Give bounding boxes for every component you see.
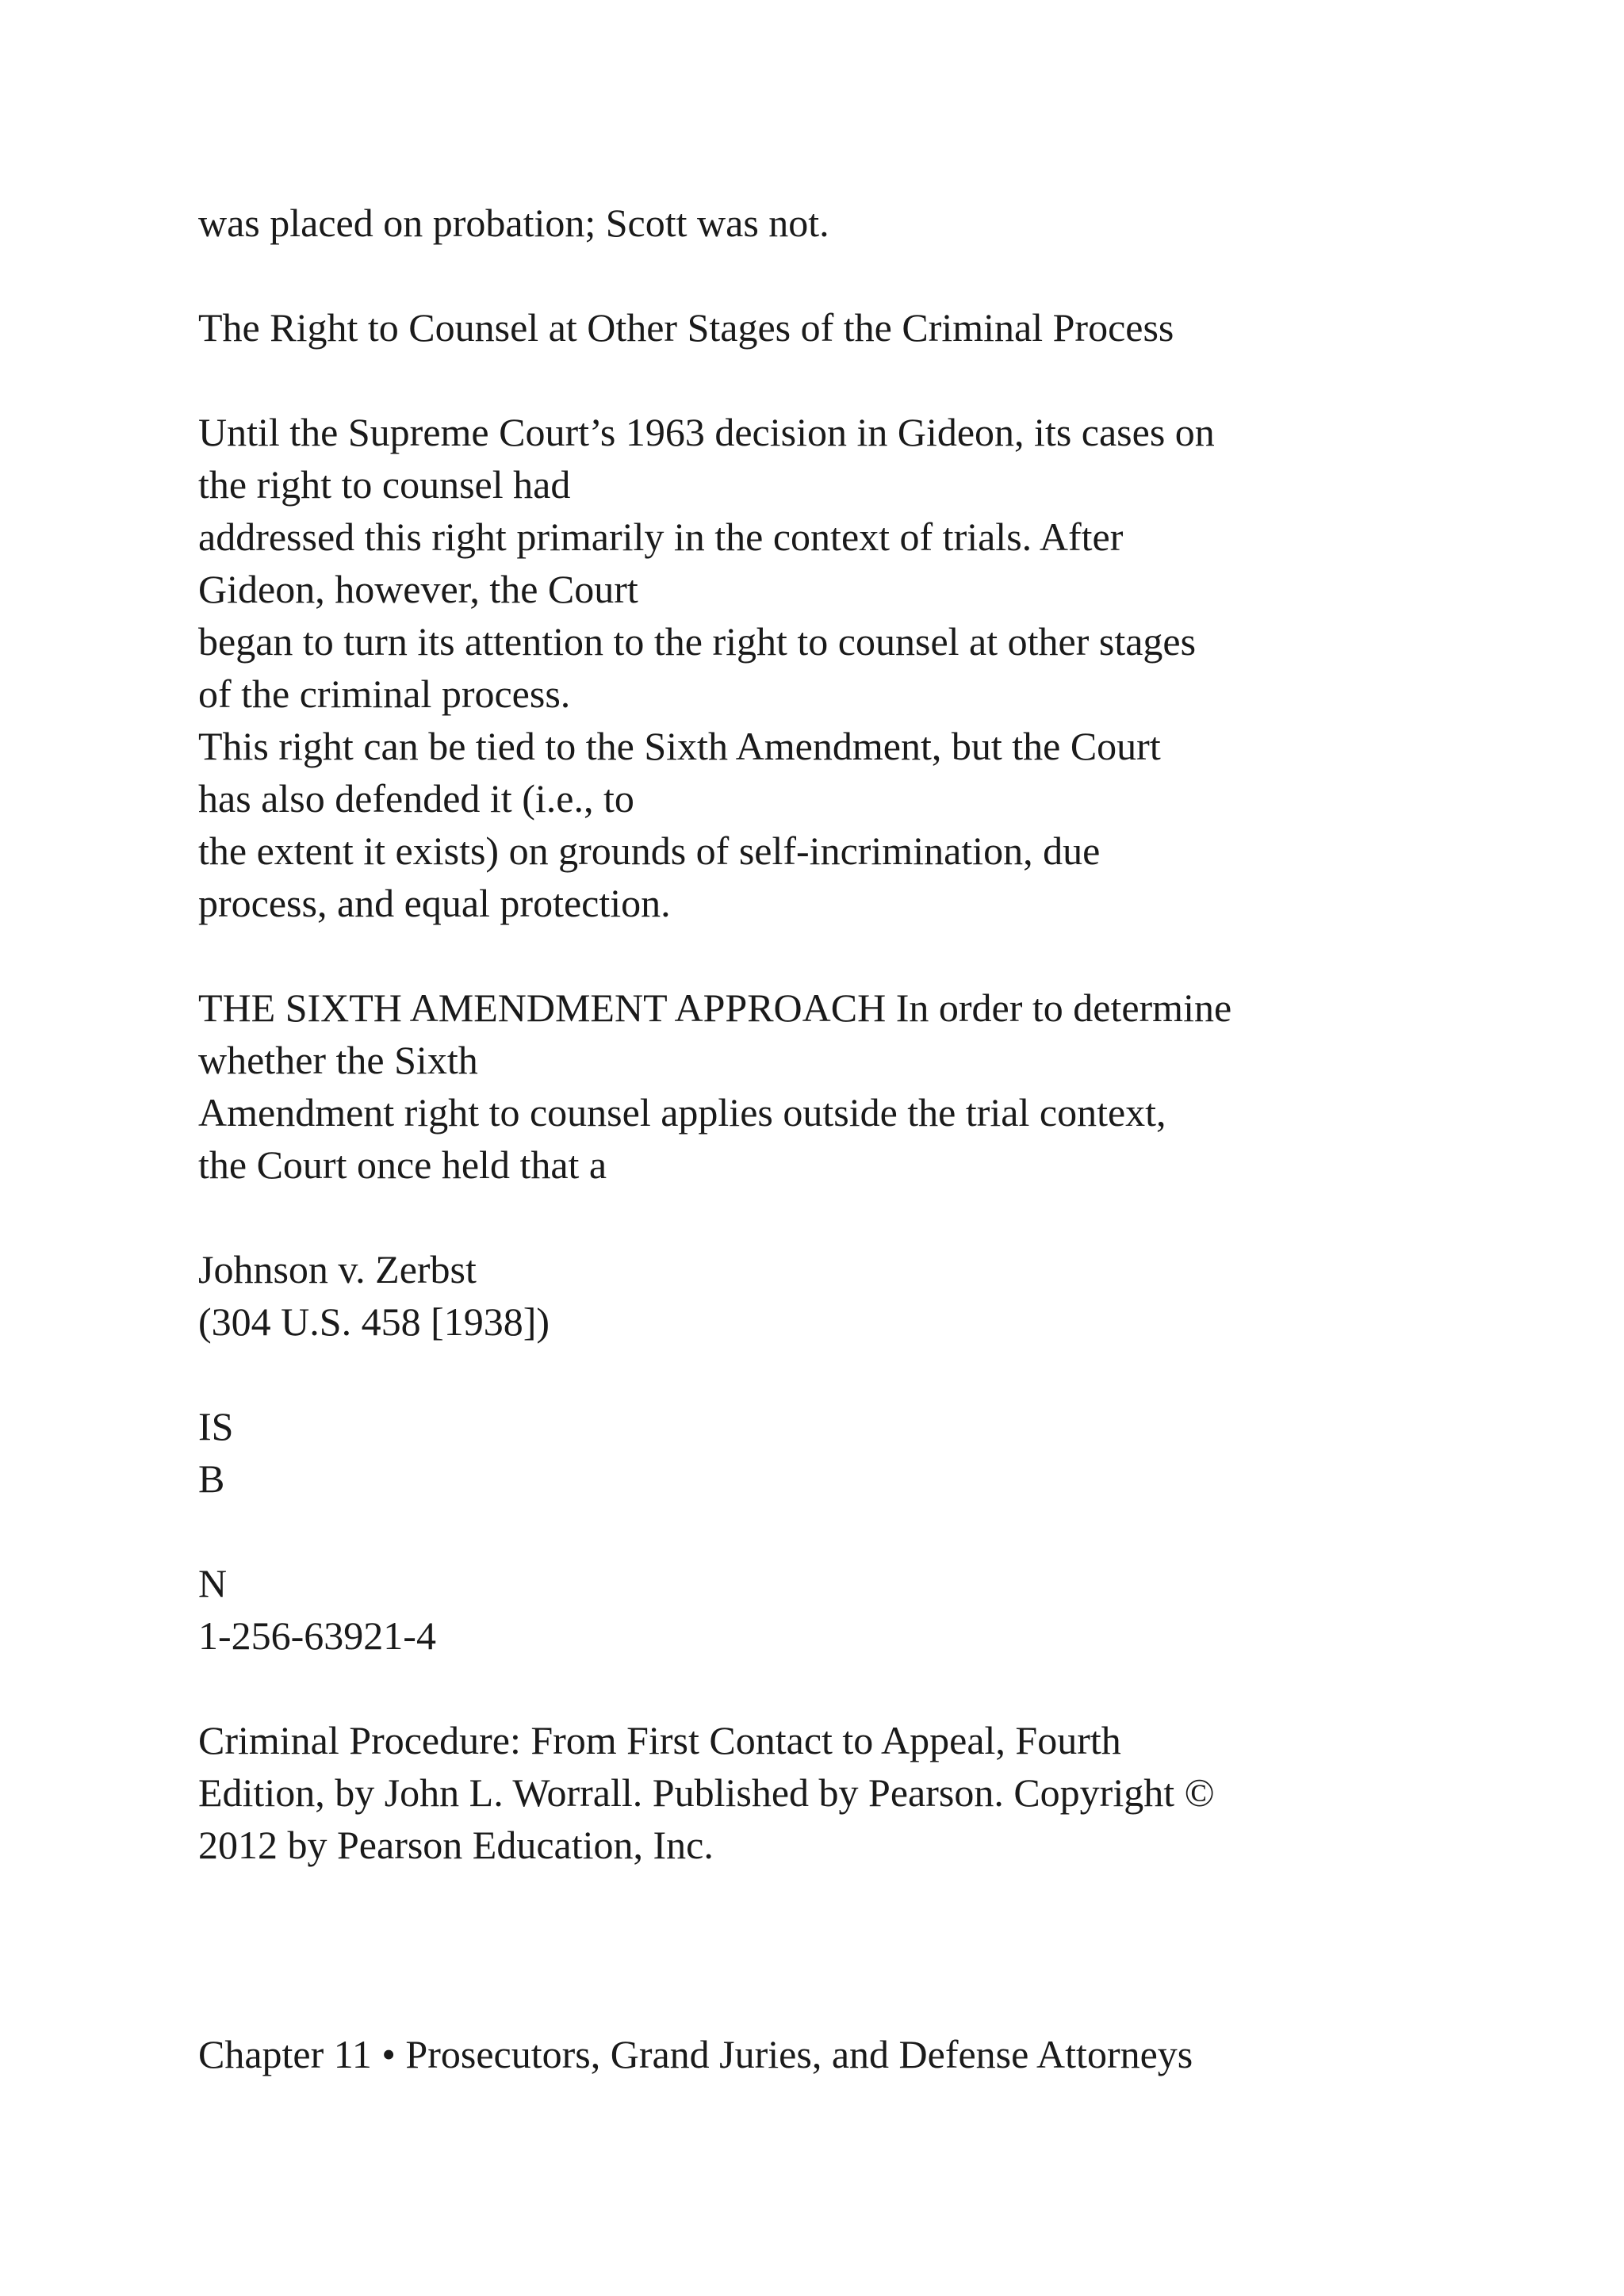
text-line: Until the Supreme Court’s 1963 decision in Gideon, its cases on <box>198 410 1215 454</box>
text-line: Edition, by John L. Worrall. Published by Pearson. Copyright © <box>198 1770 1215 1815</box>
text-line: the extent it exists) on grounds of self-incrimination, due <box>198 828 1101 873</box>
isbn-fragment <box>198 1400 1546 1505</box>
text-line: (304 U.S. 458 [1938]) <box>198 1299 550 1344</box>
section-heading <box>198 301 1546 354</box>
text-line: This right can be tied to the Sixth Amendment, but the Court <box>198 724 1161 768</box>
text-line: 2012 by Pearson Education, Inc. <box>198 1823 714 1867</box>
text-line: B <box>198 1456 225 1501</box>
text-line: 1-256-63921-4 <box>198 1613 436 1658</box>
text-line: IS <box>198 1404 234 1448</box>
text-line: Johnson v. Zerbst <box>198 1247 477 1292</box>
chapter-footer <box>198 2028 1546 2080</box>
text-line: whether the Sixth <box>198 1038 478 1082</box>
paragraph-right-to-counsel <box>198 406 1546 929</box>
copyright-notice <box>198 1714 1546 1871</box>
text-line: Criminal Procedure: From First Contact to Appeal, Fourth <box>198 1718 1121 1762</box>
isbn-number <box>198 1557 1546 1662</box>
text-line: addressed this right primarily in the context of trials. After <box>198 515 1124 559</box>
text-line: Amendment right to counsel applies outside the trial context, <box>198 1090 1166 1135</box>
text-line: of the criminal process. <box>198 672 571 716</box>
text-line: the Court once held that a <box>198 1142 607 1187</box>
case-citation <box>198 1243 1546 1348</box>
document-page <box>198 197 1546 2080</box>
text-line: The Right to Counsel at Other Stages of the Criminal Process <box>198 305 1174 350</box>
text-line: has also defended it (i.e., to <box>198 776 634 821</box>
paragraph-probation <box>198 197 1546 249</box>
text-line: Gideon, however, the Court <box>198 567 638 611</box>
text-line: N <box>198 1561 228 1605</box>
text-line: began to turn its attention to the right to counsel at other stages <box>198 619 1197 664</box>
text-line: was placed on probation; Scott was not. <box>198 201 829 245</box>
text-line: process, and equal protection. <box>198 881 671 925</box>
paragraph-sixth-amendment-approach <box>198 982 1546 1191</box>
text-line: THE SIXTH AMENDMENT APPROACH In order to determine <box>198 985 1232 1030</box>
text-line: the right to counsel had <box>198 462 571 507</box>
text-line: Chapter 11 • Prosecutors, Grand Juries, and Defense Attorneys <box>198 2032 1193 2076</box>
